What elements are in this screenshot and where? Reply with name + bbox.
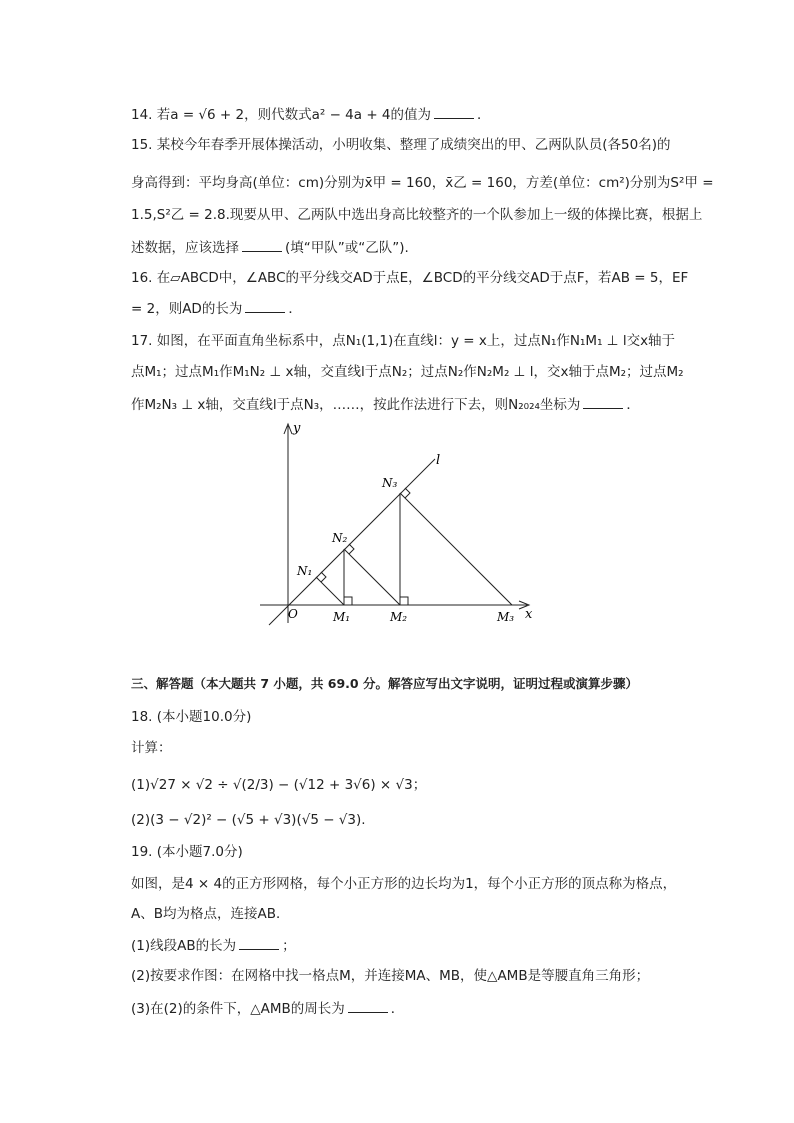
right-angle-n2	[349, 544, 354, 554]
q19-part2: (2)按要求作图：在网格中找一格点M，并连接MA、MB，使△AMB是等腰直角三角形；	[131, 968, 650, 984]
x-axis-label: x	[525, 607, 533, 622]
right-angle-n3	[405, 488, 410, 498]
section-3-title: 三、解答题（本大题共 7 小题，共 69.0 分。解答应写出文字说明，证明过程或演算步骤）	[131, 676, 638, 691]
q17-line3: 作M₂N₃ ⊥ x轴，交直线l于点N₃，……，按此作法进行下去，则N₂₀₂₄坐标为 ．	[131, 394, 640, 415]
answer-blank[interactable]	[242, 237, 282, 252]
y-axis-label: y	[293, 421, 301, 436]
n2-label: N₂	[332, 531, 348, 545]
m1-label: M₁	[333, 610, 351, 624]
q19-line2: A、B均为格点，连接AB．	[131, 906, 290, 922]
q18-part2: (2)(3 − √2)² − (√5 + √3)(√5 − √3).	[131, 812, 366, 828]
n1-label: N₁	[297, 564, 313, 578]
m2-label: M₂	[390, 610, 408, 624]
answer-blank[interactable]	[434, 104, 474, 119]
n3-label: N₃	[382, 476, 398, 490]
m3-label: M₃	[497, 610, 515, 624]
q18-intro: 计算：	[131, 740, 172, 756]
answer-blank[interactable]	[583, 394, 623, 409]
q16-line1: 16. 在▱ABCD中，∠ABC的平分线交AD于点E，∠BCD的平分线交AD于点F，若AB = 5，EF	[131, 270, 689, 286]
right-angle-m2	[400, 597, 408, 605]
q17-line2: 点M₁；过点M₁作M₁N₂ ⊥ x轴，交直线l于点N₂；过点N₂作N₂M₂ ⊥ l，交x轴于点M₂；过点M₂	[131, 364, 684, 380]
answer-blank[interactable]	[245, 298, 285, 313]
q18-part1: (1)√27 × √2 ÷ √(2/3) − (√12 + 3√6) × √3；	[131, 777, 427, 793]
q15-line4: 述数据，应该选择 (填“甲队”或“乙队”).	[131, 237, 409, 258]
answer-blank[interactable]	[348, 998, 388, 1013]
q15-line1: 15. 某校今年春季开展体操活动，小明收集、整理了成绩突出的甲、乙两队队员(各50名)的	[131, 137, 671, 153]
segment-n1-m1	[316, 577, 344, 605]
q18-header: 18. (本小题10.0分)	[131, 709, 252, 725]
segment-n3-m3	[400, 493, 512, 605]
q16-line2: = 2，则AD的长为 ．	[131, 298, 302, 319]
right-angle-m1	[344, 597, 352, 605]
q15-line2: 身高得到：平均身高(单位：cm)分别为x̄甲 = 160，x̄乙 = 160，方差(单位：cm²)分别为S²甲 =	[131, 175, 714, 191]
q19-line1: 如图，是4 × 4的正方形网格，每个小正方形的边长均为1，每个小正方形的顶点称为格点，	[131, 876, 677, 892]
line-l-label: l	[436, 453, 441, 468]
origin-label: O	[288, 607, 298, 621]
q19-part3: (3)在(2)的条件下，△AMB的周长为 ．	[131, 998, 404, 1019]
q19-header: 19. (本小题7.0分)	[131, 844, 243, 860]
q15-line3: 1.5,S²乙 = 2.8.现要从甲、乙两队中选出身高比较整齐的一个队参加上一级的体操比赛，根据上	[131, 207, 703, 223]
coordinate-figure	[255, 418, 545, 630]
q14-text: 14. 若a = √6 + 2，则代数式a² − 4a + 4的值为 ．	[131, 104, 491, 125]
right-angle-n1	[321, 572, 326, 582]
answer-blank[interactable]	[239, 935, 279, 950]
q17-line1: 17. 如图，在平面直角坐标系中，点N₁(1,1)在直线l：y = x上，过点N₁作N₁M₁ ⊥ l交x轴于	[131, 333, 676, 349]
q19-part1: (1)线段AB的长为 ；	[131, 935, 296, 956]
